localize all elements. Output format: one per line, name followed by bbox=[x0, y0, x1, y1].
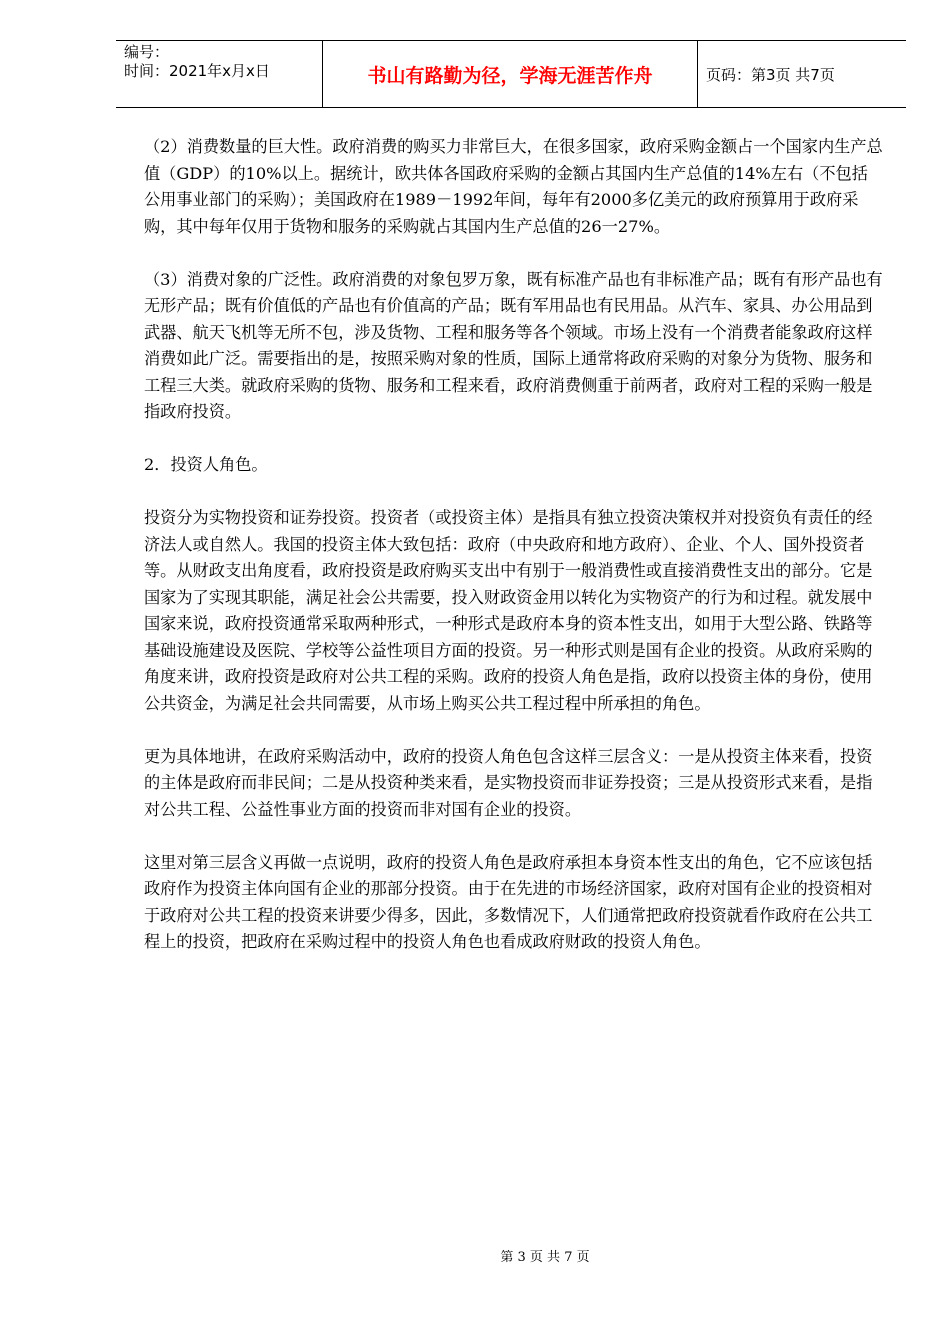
paragraph-consumption-quantity: （2）消费数量的巨大性。政府消费的购买力非常巨大，在很多国家，政府采购金额占一个国家内生产总值（GDP）的10%以上。据统计，欧共体各国政府采购的金额占其国内生产总值的14%左右（不包括公用事业部门的采购）；美国政府在1989－1992年间，每年有2000多亿美元的政府预算用于政府采购，其中每年仅用于货物和服务的采购就占其国内生产总值的26一27%。 bbox=[144, 137, 883, 236]
page-header bbox=[116, 40, 906, 108]
header-meta bbox=[116, 41, 323, 107]
document-body bbox=[144, 134, 884, 982]
paragraph-consumption-scope: （3）消费对象的广泛性。政府消费的对象包罗万象，既有标准产品也有非标准产品；既有有形产品也有无形产品；既有价值低的产品也有价值高的产品；既有军用品也有民用品。从汽车、家具、办公用品到武器、航天飞机等无所不包，涉及货物、工程和服务等各个领域。市场上没有一个消费者能象政府这样消费如此广泛。需要指出的是，按照采购对象的性质，国际上通常将政府采购的对象分为货物、服务和工程三大类。就政府采购的货物、服务和工程来看，政府消费侧重于前两者，政府对工程的采购一般是指政府投资。 bbox=[144, 269, 883, 421]
document-time-label: 时间：2021年x月x日 bbox=[124, 62, 270, 80]
page-footer: 第 3 页 共 7 页 bbox=[500, 1250, 590, 1265]
section-heading-investor-role: 2．投资人角色。 bbox=[144, 455, 268, 474]
document-number-label: 编号： bbox=[124, 43, 170, 61]
header-page-info: 页码：第3页 共7页 bbox=[706, 65, 835, 84]
paragraph-investment-definition: 投资分为实物投资和证券投资。投资者（或投资主体）是指具有独立投资决策权并对投资负有责任的经济法人或自然人。我国的投资主体大致包括：政府（中央政府和地方政府）、企业、个人、国外投资者等。从财政支出角度看，政府投资是政府购买支出中有别于一般消费性或直接消费性支出的部分。它是国家为了实现其职能，满足社会公共需要，投入财政资金用以转化为实物资产的行为和过程。就发展中国家来说，政府投资通常采取两种形式，一种形式是政府本身的资本性支出，如用于大型公路、铁路等基础设施建设及医院、学校等公益性项目方面的投资。另一种形式则是国有企业的投资。从政府采购的角度来讲，政府投资是政府对公共工程的采购。政府的投资人角色是指，政府以投资主体的身份，使用公共资金，为满足社会共同需要，从市场上购买公共工程过程中所承担的角色。 bbox=[144, 508, 873, 713]
paragraph-third-meaning: 这里对第三层含义再做一点说明，政府的投资人角色是政府承担本身资本性支出的角色，它不应该包括政府作为投资主体向国有企业的那部分投资。由于在先进的市场经济国家，政府对国有企业的投资相对于政府对公共工程的投资来讲要少得多，因此，多数情况下，人们通常把政府投资就看作政府在公共工程上的投资，把政府在采购过程中的投资人角色也看成政府财政的投资人角色。 bbox=[144, 852, 873, 951]
paragraph-investor-meanings: 更为具体地讲，在政府采购活动中，政府的投资人角色包含这样三层含义：一是从投资主体来看，投资的主体是政府而非民间；二是从投资种类来看，是实物投资而非证券投资；三是从投资形式来看，是指对公共工程、公益性事业方面的投资而非对国有企业的投资。 bbox=[144, 746, 873, 819]
header-motto: 书山有路勤为径，学海无涯苦作舟 bbox=[323, 41, 698, 107]
